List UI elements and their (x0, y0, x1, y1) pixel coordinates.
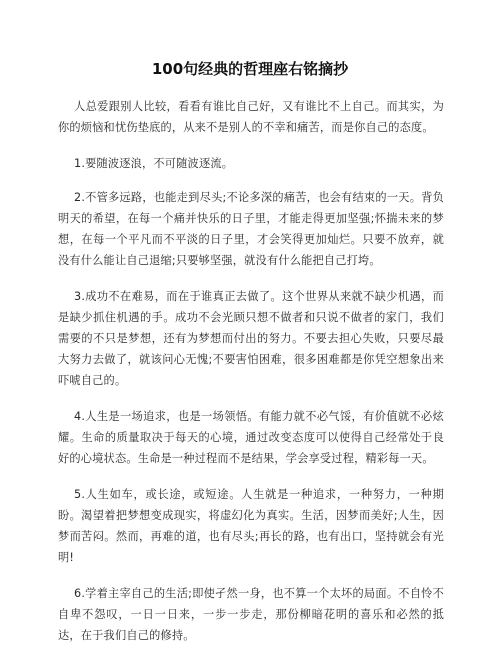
quote-paragraph-3: 3.成功不在难易，而在于谁真正去做了。这个世界从来就不缺少机遇，而是缺少抓住机遇的手。成功不会光顾只想不做者和只说不做者的家门，我们需要的不只是梦想，还有为梦想而付出的努力。不要去担心失败，只要尽最大努力去做了，就该问心无愧;不要害怕困难，很多困难都是你凭空想象出来吓唬自己的。 (58, 290, 444, 387)
document-body (58, 96, 444, 661)
quote-paragraph-1: 1.要随波逐浪，不可随波逐流。 (74, 157, 234, 170)
document-title: 100句经典的哲理座右铭摘抄 (151, 60, 349, 78)
intro-paragraph: 人总爱跟别人比较，看看有谁比自己好，又有谁比不上自己。而其实，为你的烦恼和忧伤垫底的，从来不是别人的不幸和痛苦，而是你自己的态度。 (58, 100, 444, 134)
quote-paragraph-4: 4.人生是一场追求，也是一场领悟。有能力就不必气馁，有价值就不必炫耀。生命的质量取决于每天的心境，通过改变态度可以使得自己经常处于良好的心境状态。生命是一种过程而不是结果，学会享受过程，精彩每一天。 (58, 410, 444, 465)
quote-paragraph-6: 6.学着主宰自己的生活;即使孑然一身，也不算一个太坏的局面。不自怜不自卑不怨叹，一日一日来，一步一步走，那份柳暗花明的喜乐和必然的抵达，在于我们自己的修持。 (58, 587, 444, 642)
quote-paragraph-5: 5.人生如车，或长途，或短途。人生就是一种追求，一种努力，一种期盼。渴望着把梦想变成现实，将虚幻化为真实。生活，因梦而美好;人生，因梦而苦闷。然而，再难的道，也有尽头;再长的路，也有出口，坚持就会有光明! (58, 488, 444, 564)
quote-paragraph-2: 2.不管多远路，也能走到尽头;不论多深的痛苦，也会有结束的一天。背负明天的希望，在每一个痛并快乐的日子里，才能走得更加坚强;怀揣未来的梦想，在每一个平凡而不平淡的日子里，才会笑得更加灿烂。只要不放弃，就没有什么能让自己退缩;只要够坚强，就没有什么能把自己打垮。 (58, 191, 444, 267)
